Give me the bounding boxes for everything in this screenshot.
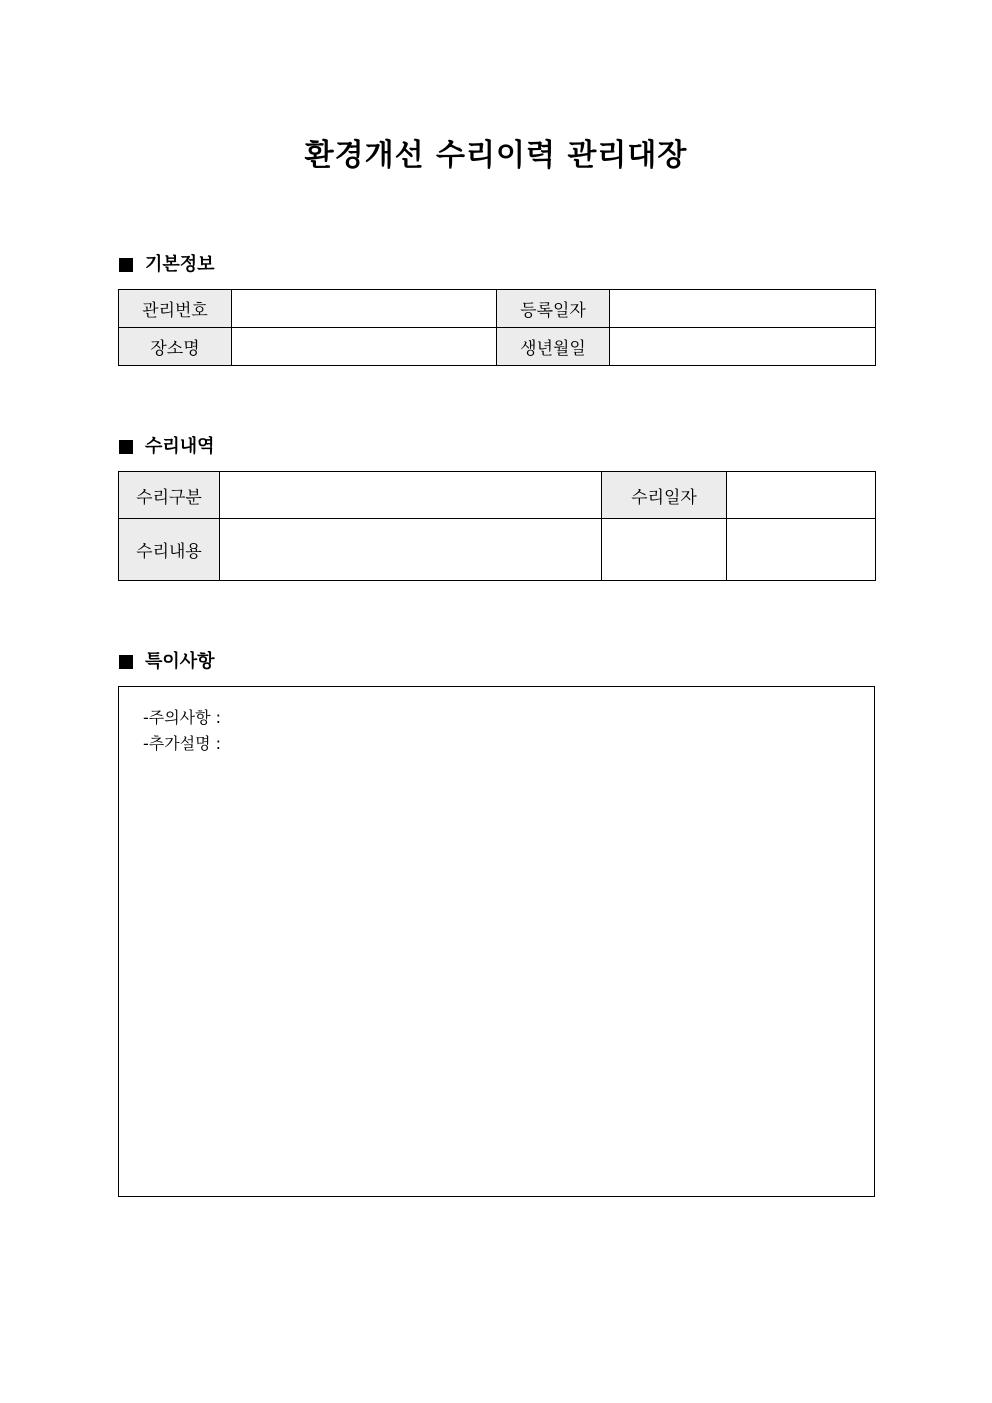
- square-bullet-icon: [119, 440, 133, 454]
- repair-table: [118, 471, 876, 581]
- section-repair-label: 수리내역: [145, 436, 215, 457]
- repair-type-field[interactable]: [220, 472, 602, 519]
- repair-content-field[interactable]: [220, 519, 602, 581]
- management-number-field[interactable]: [232, 290, 497, 328]
- registration-date-label: 등록일자: [497, 290, 610, 328]
- table-row: [119, 472, 876, 519]
- basic-info-table: [118, 289, 876, 366]
- place-name-field[interactable]: [232, 328, 497, 366]
- repair-extra-cell-2[interactable]: [727, 519, 876, 581]
- square-bullet-icon: [119, 655, 133, 669]
- repair-date-field[interactable]: [727, 472, 876, 519]
- repair-extra-cell-1[interactable]: [602, 519, 727, 581]
- birth-date-label: 생년월일: [497, 328, 610, 366]
- section-repair-heading: [119, 435, 215, 459]
- section-basic-info-heading: [119, 253, 215, 277]
- document-title: 환경개선 수리이력 관리대장: [304, 138, 688, 173]
- remarks-textarea[interactable]: [118, 686, 875, 1197]
- repair-content-label: 수리내용: [119, 519, 220, 581]
- square-bullet-icon: [119, 258, 133, 272]
- management-number-label: 관리번호: [119, 290, 232, 328]
- section-basic-info-label: 기본정보: [145, 254, 215, 275]
- caution-note-line: -주의사항 :: [143, 708, 222, 727]
- table-row: [119, 290, 876, 328]
- registration-date-field[interactable]: [610, 290, 876, 328]
- repair-date-label: 수리일자: [602, 472, 727, 519]
- table-row: [119, 519, 876, 581]
- repair-type-label: 수리구분: [119, 472, 220, 519]
- place-name-label: 장소명: [119, 328, 232, 366]
- section-remarks-label: 특이사항: [145, 651, 215, 672]
- table-row: [119, 328, 876, 366]
- section-remarks-heading: [119, 650, 215, 674]
- additional-note-line: -추가설명 :: [143, 734, 222, 753]
- birth-date-field[interactable]: [610, 328, 876, 366]
